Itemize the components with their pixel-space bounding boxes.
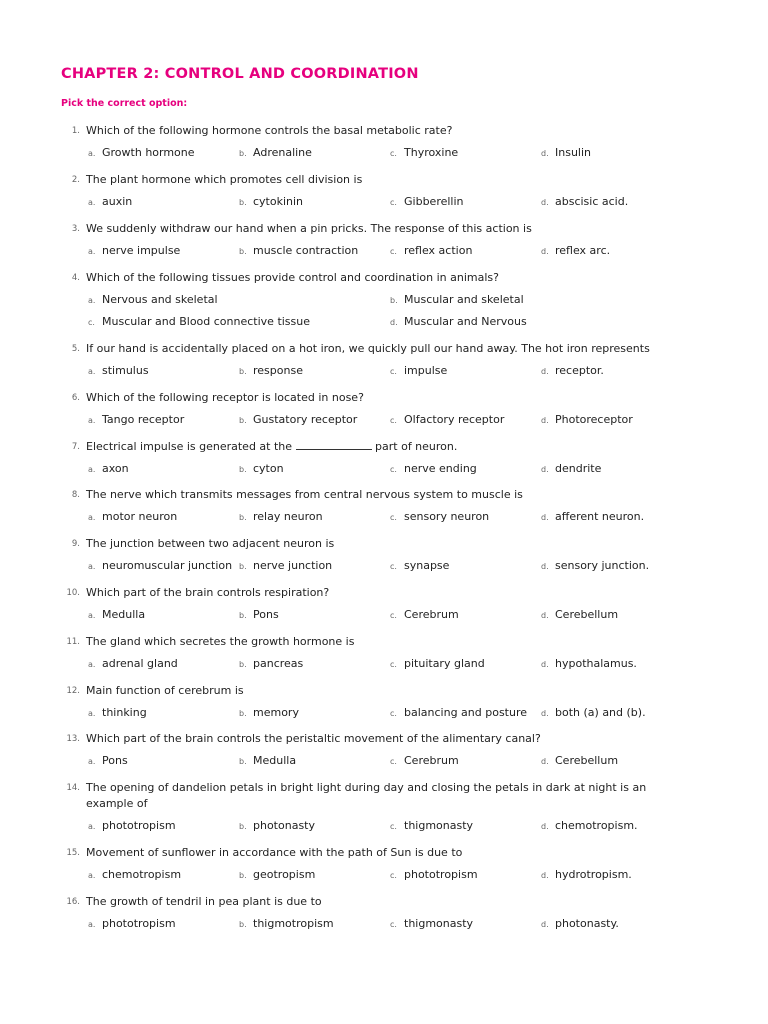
option-a[interactable] bbox=[88, 753, 128, 770]
option-c[interactable] bbox=[390, 818, 473, 835]
option-text: Gibberellin bbox=[404, 195, 464, 208]
option-c[interactable] bbox=[390, 916, 473, 933]
option-c[interactable] bbox=[390, 607, 459, 624]
option-b[interactable] bbox=[239, 243, 358, 260]
option-b[interactable] bbox=[239, 607, 279, 624]
option-letter: d. bbox=[541, 416, 549, 425]
option-text: relay neuron bbox=[253, 510, 323, 523]
option-text: pituitary gland bbox=[404, 657, 485, 670]
question-number: 9. bbox=[71, 539, 80, 549]
option-a[interactable] bbox=[88, 243, 180, 260]
option-text: axon bbox=[102, 462, 129, 475]
question-text: Which part of the brain controls respiration? bbox=[86, 586, 330, 599]
option-a[interactable] bbox=[88, 818, 176, 835]
option-letter: a. bbox=[88, 465, 96, 474]
option-letter: c. bbox=[390, 920, 397, 929]
option-b[interactable] bbox=[239, 705, 299, 722]
option-letter: c. bbox=[390, 149, 397, 158]
option-text: hypothalamus. bbox=[555, 657, 637, 670]
option-letter: c. bbox=[390, 709, 397, 718]
question-number: 2. bbox=[71, 175, 80, 185]
option-text: impulse bbox=[404, 364, 448, 377]
option-letter: d. bbox=[541, 871, 549, 880]
option-letter: c. bbox=[390, 465, 397, 474]
option-c[interactable] bbox=[390, 243, 472, 260]
option-text: dendrite bbox=[555, 462, 602, 475]
question-number: 10. bbox=[66, 588, 80, 598]
question-text: The growth of tendril in pea plant is due to bbox=[86, 895, 322, 908]
question-number: 12. bbox=[66, 686, 80, 696]
option-letter: c. bbox=[88, 318, 95, 327]
question-text: Which part of the brain controls the peristaltic movement of the alimentary canal? bbox=[86, 732, 541, 745]
question-text: The plant hormone which promotes cell division is bbox=[86, 173, 363, 186]
question-text: We suddenly withdraw our hand when a pin pricks. The response of this action is bbox=[86, 222, 532, 235]
option-letter: c. bbox=[390, 757, 397, 766]
option-d[interactable] bbox=[541, 607, 618, 624]
option-a[interactable] bbox=[88, 194, 132, 211]
option-c[interactable] bbox=[390, 461, 477, 478]
question-number: 7. bbox=[71, 442, 80, 452]
option-letter: a. bbox=[88, 198, 96, 207]
option-letter: b. bbox=[239, 611, 247, 620]
option-text: Cerebrum bbox=[404, 754, 459, 767]
option-a[interactable] bbox=[88, 916, 176, 933]
option-text: sensory junction. bbox=[555, 559, 650, 572]
option-b[interactable] bbox=[239, 753, 296, 770]
option-letter: d. bbox=[390, 318, 398, 327]
option-text: afferent neuron. bbox=[555, 510, 645, 523]
option-text: reflex arc. bbox=[555, 244, 611, 257]
option-text: nerve junction bbox=[253, 559, 333, 572]
option-b[interactable] bbox=[239, 363, 303, 380]
option-text: pancreas bbox=[253, 657, 304, 670]
option-letter: a. bbox=[88, 513, 96, 522]
option-text: phototropism bbox=[404, 868, 478, 881]
option-text: Insulin bbox=[555, 146, 592, 159]
option-letter: b. bbox=[239, 465, 247, 474]
option-a[interactable] bbox=[88, 292, 218, 309]
option-text: thigmonasty bbox=[404, 819, 474, 832]
question-number: 13. bbox=[66, 734, 80, 744]
option-letter: d. bbox=[541, 611, 549, 620]
option-letter: d. bbox=[541, 367, 549, 376]
option-c[interactable] bbox=[390, 656, 485, 673]
option-d[interactable] bbox=[541, 363, 604, 380]
option-b[interactable] bbox=[239, 412, 357, 429]
option-b[interactable] bbox=[239, 145, 312, 162]
option-letter: b. bbox=[239, 871, 247, 880]
option-text: hydrotropism. bbox=[555, 868, 632, 881]
option-d[interactable] bbox=[541, 705, 646, 722]
option-text: neuromuscular junction bbox=[102, 559, 233, 572]
option-d[interactable] bbox=[541, 194, 628, 211]
option-letter: d. bbox=[541, 513, 549, 522]
option-text: Medulla bbox=[102, 608, 146, 621]
option-text: phototropism bbox=[102, 917, 176, 930]
option-letter: c. bbox=[390, 822, 397, 831]
option-text: Growth hormone bbox=[102, 146, 195, 159]
option-text: Olfactory receptor bbox=[404, 413, 505, 426]
option-letter: b. bbox=[239, 920, 247, 929]
option-text: auxin bbox=[102, 195, 133, 208]
option-text: phototropism bbox=[102, 819, 176, 832]
question-number: 6. bbox=[71, 393, 80, 403]
option-c[interactable] bbox=[390, 145, 458, 162]
option-text: chemotropism bbox=[102, 868, 182, 881]
option-letter: a. bbox=[88, 920, 96, 929]
option-a[interactable] bbox=[88, 867, 181, 884]
option-letter: a. bbox=[88, 367, 96, 376]
option-text: thinking bbox=[102, 706, 147, 719]
option-letter: a. bbox=[88, 149, 96, 158]
option-letter: d. bbox=[541, 709, 549, 718]
option-text: geotropism bbox=[253, 868, 316, 881]
question-text: Movement of sunflower in accordance with the path of Sun is due to bbox=[86, 846, 463, 859]
option-a[interactable] bbox=[88, 509, 177, 526]
option-b[interactable] bbox=[239, 461, 284, 478]
question-number: 15. bbox=[66, 848, 80, 858]
option-letter: d. bbox=[541, 757, 549, 766]
option-text: Muscular and skeletal bbox=[404, 293, 524, 306]
question-number: 3. bbox=[71, 224, 80, 234]
option-text: Tango receptor bbox=[102, 413, 185, 426]
option-text: synapse bbox=[404, 559, 450, 572]
question-text: If our hand is accidentally placed on a hot iron, we quickly pull our hand away. The hot iron represents bbox=[86, 342, 650, 355]
question-number: 14. bbox=[66, 783, 80, 793]
option-text: Photoreceptor bbox=[555, 413, 633, 426]
option-text: Thyroxine bbox=[404, 146, 459, 159]
option-letter: b. bbox=[239, 562, 247, 571]
option-letter: a. bbox=[88, 611, 96, 620]
option-letter: b. bbox=[239, 757, 247, 766]
option-letter: b. bbox=[239, 660, 247, 669]
option-letter: c. bbox=[390, 367, 397, 376]
option-letter: c. bbox=[390, 871, 397, 880]
option-b[interactable] bbox=[239, 916, 334, 933]
option-text: cyton bbox=[253, 462, 284, 475]
option-a[interactable] bbox=[88, 705, 147, 722]
option-text: both (a) and (b). bbox=[555, 706, 646, 719]
option-d[interactable] bbox=[541, 818, 638, 835]
chapter-title: CHAPTER 2: CONTROL AND COORDINATION bbox=[61, 66, 419, 82]
option-text: stimulus bbox=[102, 364, 149, 377]
question-number: 5. bbox=[71, 344, 80, 354]
question-text: Which of the following hormone controls the basal metabolic rate? bbox=[86, 124, 453, 137]
option-a[interactable] bbox=[88, 363, 149, 380]
option-letter: c. bbox=[390, 660, 397, 669]
option-b[interactable] bbox=[390, 292, 524, 309]
option-c[interactable] bbox=[390, 194, 464, 211]
option-c[interactable] bbox=[390, 753, 459, 770]
option-letter: c. bbox=[390, 562, 397, 571]
option-letter: b. bbox=[239, 367, 247, 376]
option-text: photonasty bbox=[253, 819, 315, 832]
question-text: Which of the following receptor is located in nose? bbox=[86, 391, 364, 404]
option-text: Adrenaline bbox=[253, 146, 312, 159]
option-letter: c. bbox=[390, 247, 397, 256]
option-d[interactable] bbox=[541, 509, 644, 526]
option-d[interactable] bbox=[541, 656, 637, 673]
option-text: response bbox=[253, 364, 303, 377]
option-d[interactable] bbox=[390, 314, 527, 331]
option-d[interactable] bbox=[541, 243, 610, 260]
option-text: Gustatory receptor bbox=[253, 413, 358, 426]
option-c[interactable] bbox=[390, 867, 478, 884]
option-letter: b. bbox=[239, 822, 247, 831]
option-a[interactable] bbox=[88, 145, 195, 162]
option-text: receptor. bbox=[555, 364, 604, 377]
option-letter: c. bbox=[390, 513, 397, 522]
option-letter: b. bbox=[239, 149, 247, 158]
option-a[interactable] bbox=[88, 461, 129, 478]
option-letter: c. bbox=[390, 198, 397, 207]
question-text: Which of the following tissues provide control and coordination in animals? bbox=[86, 271, 499, 284]
option-letter: d. bbox=[541, 920, 549, 929]
option-b[interactable] bbox=[239, 509, 323, 526]
option-text: motor neuron bbox=[102, 510, 178, 523]
option-letter: d. bbox=[541, 660, 549, 669]
option-a[interactable] bbox=[88, 656, 178, 673]
option-text: Cerebellum bbox=[555, 608, 619, 621]
option-letter: d. bbox=[541, 149, 549, 158]
option-b[interactable] bbox=[239, 194, 303, 211]
option-letter: d. bbox=[541, 562, 549, 571]
option-letter: a. bbox=[88, 296, 96, 305]
option-d[interactable] bbox=[541, 461, 601, 478]
option-text: cytokinin bbox=[253, 195, 304, 208]
option-letter: a. bbox=[88, 416, 96, 425]
option-b[interactable] bbox=[239, 818, 315, 835]
option-text: nerve ending bbox=[404, 462, 477, 475]
option-letter: b. bbox=[239, 416, 247, 425]
option-d[interactable] bbox=[541, 753, 618, 770]
option-text: thigmonasty bbox=[404, 917, 474, 930]
option-text: Cerebellum bbox=[555, 754, 619, 767]
question-text: The opening of dandelion petals in bright light during day and closing the petals in dark at night is an example of bbox=[86, 781, 647, 810]
option-text: abscisic acid. bbox=[555, 195, 629, 208]
option-b[interactable] bbox=[239, 656, 303, 673]
option-letter: a. bbox=[88, 709, 96, 718]
option-letter: b. bbox=[239, 513, 247, 522]
option-d[interactable] bbox=[541, 916, 619, 933]
option-letter: a. bbox=[88, 562, 96, 571]
option-a[interactable] bbox=[88, 412, 184, 429]
option-letter: b. bbox=[239, 247, 247, 256]
question-number: 1. bbox=[71, 126, 80, 136]
option-letter: c. bbox=[390, 416, 397, 425]
option-letter: b. bbox=[239, 709, 247, 718]
option-text: Muscular and Blood connective tissue bbox=[102, 315, 311, 328]
option-text: sensory neuron bbox=[404, 510, 490, 523]
option-letter: d. bbox=[541, 465, 549, 474]
option-letter: d. bbox=[541, 247, 549, 256]
option-c[interactable] bbox=[390, 363, 447, 380]
instruction-text: Pick the correct option: bbox=[61, 98, 188, 109]
option-letter: d. bbox=[541, 198, 549, 207]
option-text: Muscular and Nervous bbox=[404, 315, 527, 328]
option-letter: a. bbox=[88, 247, 96, 256]
question-text: The gland which secretes the growth hormone is bbox=[86, 635, 355, 648]
question-number: 16. bbox=[66, 897, 80, 907]
question-number: 4. bbox=[71, 273, 80, 283]
option-a[interactable] bbox=[88, 558, 232, 575]
option-letter: d. bbox=[541, 822, 549, 831]
option-c[interactable] bbox=[390, 558, 449, 575]
option-b[interactable] bbox=[239, 558, 332, 575]
option-text: adrenal gland bbox=[102, 657, 178, 670]
option-a[interactable] bbox=[88, 607, 145, 624]
question-text bbox=[86, 439, 696, 455]
option-letter: c. bbox=[390, 611, 397, 620]
option-text: thigmotropism bbox=[253, 917, 334, 930]
option-c[interactable] bbox=[390, 509, 489, 526]
question-text: The nerve which transmits messages from central nervous system to muscle is bbox=[86, 488, 523, 501]
option-text: muscle contraction bbox=[253, 244, 359, 257]
option-text: Pons bbox=[253, 608, 279, 621]
option-letter: b. bbox=[390, 296, 398, 305]
option-letter: a. bbox=[88, 660, 96, 669]
option-letter: b. bbox=[239, 198, 247, 207]
option-text: Medulla bbox=[253, 754, 297, 767]
option-text: balancing and posture bbox=[404, 706, 528, 719]
option-text: Nervous and skeletal bbox=[102, 293, 218, 306]
option-c[interactable] bbox=[390, 705, 527, 722]
question-text: The junction between two adjacent neuron is bbox=[86, 537, 335, 550]
option-text: memory bbox=[253, 706, 299, 719]
option-c[interactable] bbox=[390, 412, 504, 429]
option-text: Pons bbox=[102, 754, 128, 767]
question-text-after: part of neuron. bbox=[375, 440, 458, 453]
option-letter: a. bbox=[88, 757, 96, 766]
option-letter: a. bbox=[88, 871, 96, 880]
option-d[interactable] bbox=[541, 145, 591, 162]
question-text-before: Electrical impulse is generated at the bbox=[86, 440, 293, 453]
question-number: 8. bbox=[71, 490, 80, 500]
option-b[interactable] bbox=[239, 867, 315, 884]
option-d[interactable] bbox=[541, 867, 632, 884]
question-number: 11. bbox=[66, 637, 80, 647]
option-text: reflex action bbox=[404, 244, 473, 257]
question-text: Main function of cerebrum is bbox=[86, 684, 244, 697]
option-text: chemotropism. bbox=[555, 819, 638, 832]
option-d[interactable] bbox=[541, 558, 649, 575]
option-c[interactable] bbox=[88, 314, 310, 331]
option-d[interactable] bbox=[541, 412, 633, 429]
option-text: nerve impulse bbox=[102, 244, 181, 257]
option-text: Cerebrum bbox=[404, 608, 459, 621]
option-letter: a. bbox=[88, 822, 96, 831]
option-text: photonasty. bbox=[555, 917, 619, 930]
answer-blank[interactable] bbox=[296, 439, 372, 450]
